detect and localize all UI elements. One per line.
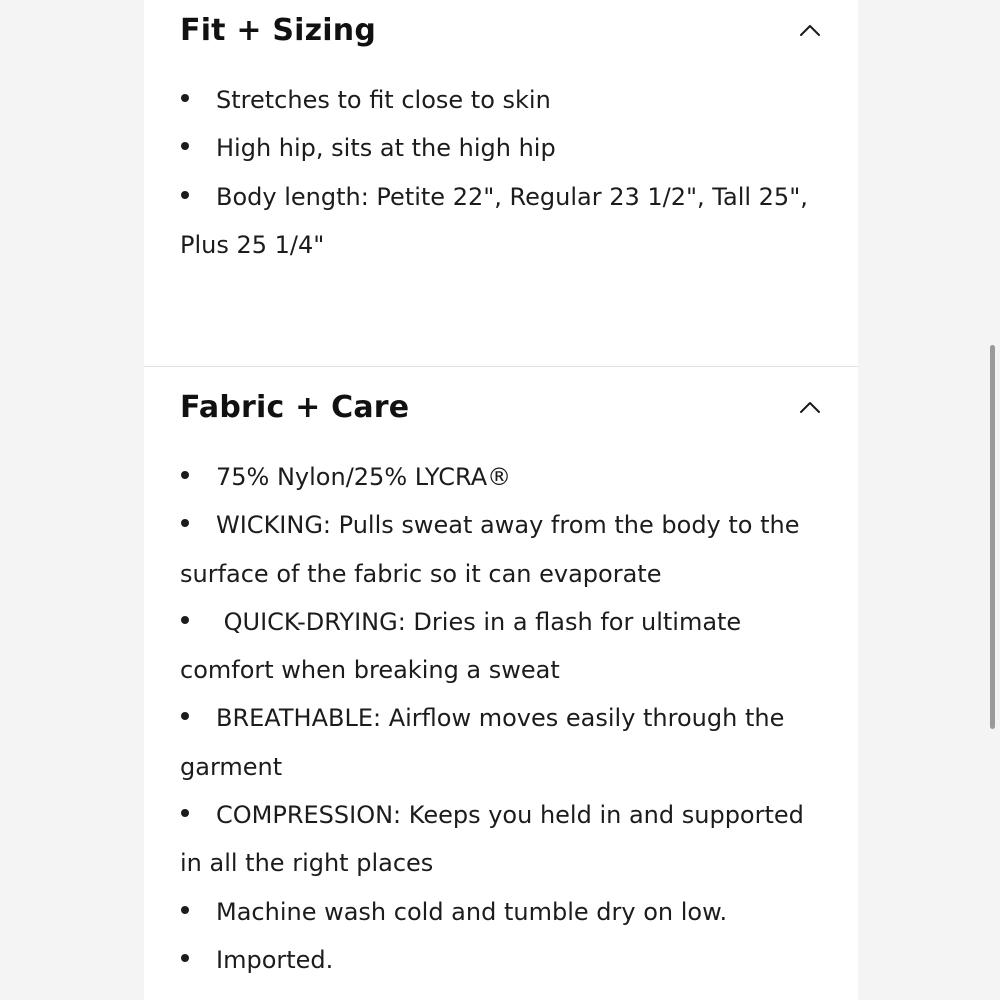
list-item-text: Body length: Petite 22", Regular 23 1/2", Tall 25", Plus 25 1/4" — [180, 182, 808, 259]
fabric-care-title: Fabric + Care — [180, 389, 410, 425]
bullet-icon — [180, 598, 216, 646]
list-item — [180, 598, 822, 695]
list-item — [180, 694, 822, 791]
list-item-text: COMPRESSION: Keeps you held in and supported in all the right places — [180, 801, 804, 878]
chevron-up-icon[interactable] — [798, 395, 822, 419]
list-item — [180, 501, 822, 598]
list-item-text: Imported. — [216, 945, 334, 974]
fit-sizing-header[interactable] — [180, 10, 822, 50]
list-item — [180, 173, 822, 270]
fit-sizing-list — [180, 76, 822, 269]
list-item-text: WICKING: Pulls sweat away from the body to the surface of the fabric so it can evaporate — [180, 511, 800, 588]
list-item-text: 75% Nylon/25% LYCRA® — [216, 463, 512, 491]
product-details-panel — [144, 0, 858, 1000]
bullet-icon — [180, 453, 216, 501]
list-item — [180, 936, 822, 984]
fit-sizing-title: Fit + Sizing — [180, 12, 377, 48]
list-item-text: Machine wash cold and tumble dry on low. — [216, 897, 728, 926]
bullet-icon — [180, 173, 216, 221]
list-item-text: Stretches to fit close to skin — [216, 86, 551, 114]
bullet-icon — [180, 501, 216, 549]
bullet-icon — [180, 791, 216, 839]
bullet-icon — [180, 936, 216, 984]
bullet-icon — [180, 694, 216, 742]
list-item — [180, 76, 822, 124]
bullet-icon — [180, 76, 216, 124]
fabric-care-list — [180, 453, 822, 984]
list-item — [180, 124, 822, 172]
fabric-care-header[interactable] — [180, 387, 822, 427]
list-item — [180, 453, 822, 501]
list-item — [180, 888, 822, 936]
scrollbar-thumb[interactable] — [990, 345, 995, 729]
list-item — [180, 791, 822, 888]
section-divider — [144, 366, 858, 367]
bullet-icon — [180, 888, 216, 936]
chevron-up-icon[interactable] — [798, 18, 822, 42]
bullet-icon — [180, 124, 216, 172]
list-item-text: High hip, sits at the high hip — [216, 134, 556, 163]
list-item-text: QUICK-DRYING: Dries in a flash for ultimate comfort when breaking a sweat — [180, 607, 742, 685]
list-item-text: BREATHABLE: Airflow moves easily through the garment — [180, 704, 785, 781]
